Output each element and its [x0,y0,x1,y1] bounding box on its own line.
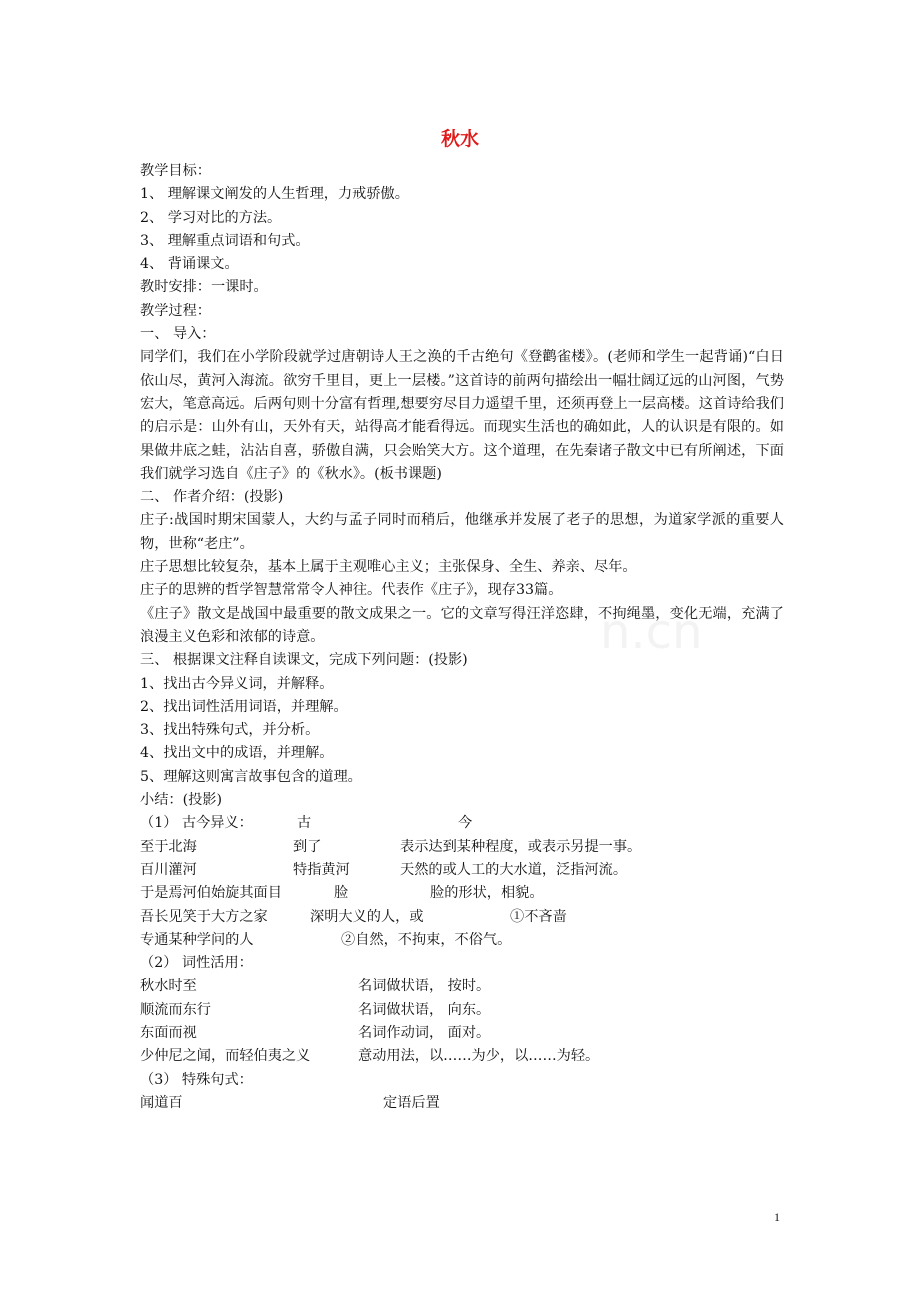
text-line: 教学过程： [140,302,211,319]
author-paragraph: 庄子:战国时期宋国蒙人，大约与孟子同时而稍后，他继承并发展了老子的思想，为道家学派的重要人物，世称“老庄”。 [140,512,784,552]
example-phrase: 百川灌河 [140,861,197,878]
text-line: 教学目标： [140,163,211,179]
reading-item: 5、理解这则寓言故事包含的道理。 [140,768,362,785]
section-heading: 三、 根据课文注释自读课文，完成下列问题：(投影) [140,652,468,669]
objective-item: 1、 理解课文阐发的人生哲理，力戒骄傲。 [140,186,409,203]
table-row [140,882,784,905]
subsection-label: （1） 古今异义： [140,815,253,832]
usage-note: 定语后置 [383,1094,440,1111]
table-row [140,906,784,929]
table-row [140,929,784,952]
example-phrase: 于是焉河伯始旋其面目 [140,885,282,902]
example-phrase: 闻道百 [140,1094,183,1111]
modern-meaning: ②自然，不拘束，不俗气。 [341,931,512,948]
objective-item: 4、 背诵课文。 [140,256,239,273]
column-modern: 今 [458,815,473,832]
table-row [140,975,784,998]
subsection-heading-row [140,952,784,975]
ancient-meaning: 脸 [334,885,349,902]
section-heading: 一、 导入： [140,326,216,343]
example-phrase: 吾长见笑于大方之家 [140,908,268,925]
modern-meaning: ①不吝啬 [510,908,567,925]
author-line: 庄子思想比较复杂，基本上属于主观唯心主义；主张保身、全生、养亲、尽年。 [140,559,637,576]
usage-note: 名词做状语， 向东。 [358,1001,491,1018]
objective-item: 2、 学习对比的方法。 [140,209,282,226]
objective-item: 3、 理解重点词语和句式。 [140,232,310,249]
table-row [140,1092,784,1115]
example-phrase: 秋水时至 [140,978,197,995]
document-body [140,160,784,1115]
document-title: 秋水 [440,128,479,150]
reading-item: 3、找出特殊句式，并分析。 [140,722,320,739]
usage-note: 名词作动词， 面对。 [358,1024,491,1041]
reading-item: 1、找出古今异义词，并解释。 [140,675,334,692]
ancient-meaning-cont: 专通某种学问的人 [140,931,254,948]
example-phrase: 少仲尼之闻，而轻伯夷之义 [140,1048,311,1065]
modern-meaning: 表示达到某种程度，或表示另提一事。 [400,838,642,855]
table-row [140,1045,784,1068]
reading-item: 4、找出文中的成语，并理解。 [140,745,334,762]
intro-paragraph: 同学们，我们在小学阶段就学过唐朝诗人王之涣的千古绝句《登鹳雀楼》。(老师和学生一起背诵)“白日依山尽，黄河入海流。欲穷千里目，更上一层楼。”这首诗的前两句描绘出一幅壮阔辽远的山河图，气势宏大，笔意高远。后两句则十分富有哲理,想要穷尽目力遥望千里，还须再登上一层高楼。这首诗给我们的启示是：山外有山，天外有天，站得高才能看得远。而现实生活也的确如此，人的认识是有限的。如果做井底之蛙，沾沾自喜，骄傲自满，只会贻笑大方。这个道理，在先秦诸子散文中已有所阐述，下面我们就学习选自《庄子》的《秋水》。(板书课题) [140,349,784,482]
page-number: 1 [774,1210,780,1224]
reading-item: 2、找出词性活用词语，并理解。 [140,698,348,715]
table-row [140,836,784,859]
table-row [140,859,784,882]
ancient-meaning: 特指黄河 [293,861,350,878]
example-phrase: 东面而视 [140,1024,197,1041]
example-phrase: 至于北海 [140,838,197,855]
modern-meaning: 天然的或人工的大水道，泛指河流。 [400,861,628,878]
ancient-meaning: 深明大义的人，或 [310,908,424,925]
subsection-heading-row [140,1069,784,1092]
author-line: 庄子的思辨的哲学智慧常常令人神往。代表作《庄子》，现存33篇。 [140,582,563,599]
ancient-meaning: 到了 [293,838,322,855]
author-paragraph: 《庄子》散文是战国中最重要的散文成果之一。它的文章写得汪洋恣肆，不拘绳墨，变化无端，充满了浪漫主义色彩和浓郁的诗意。 [140,605,784,645]
usage-note: 意动用法，以……为少，以……为轻。 [358,1048,600,1065]
modern-meaning: 脸的形状，相貌。 [430,885,544,902]
section-heading: 二、 作者介绍：(投影) [140,489,284,506]
table-row [140,999,784,1022]
summary-heading: 小结：(投影) [140,792,223,809]
column-ancient: 古 [297,815,312,832]
subsection-label: （3） 特殊句式： [140,1071,253,1088]
usage-note: 名词做状语， 按时。 [358,978,491,995]
example-phrase: 顺流而东行 [140,1001,211,1018]
table-header-row [140,812,784,835]
watermark-text: n.cn [600,604,703,660]
table-row [140,1022,784,1045]
subsection-label: （2） 词性活用： [140,955,253,972]
text-line: 教时安排：一课时。 [140,279,268,296]
